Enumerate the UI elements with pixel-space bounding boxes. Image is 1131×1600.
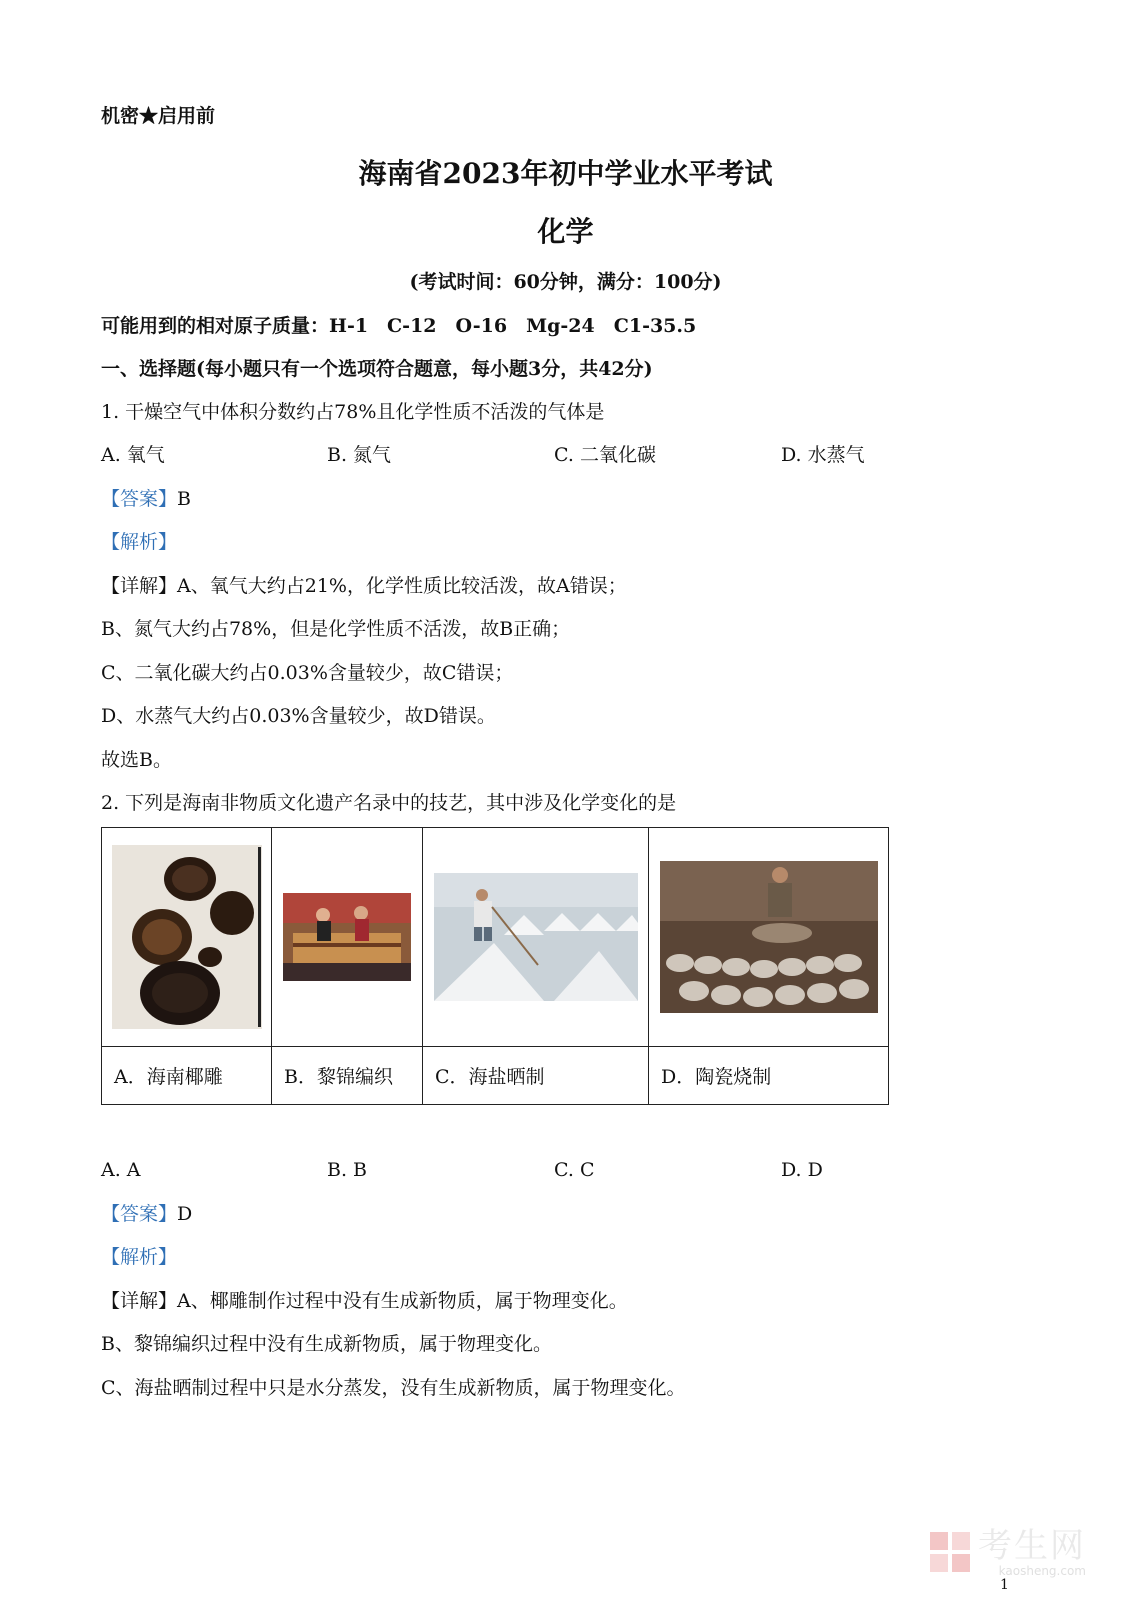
q2-analysis-tag: 【解析】 (101, 1246, 178, 1268)
caption-a: A．海南椰雕 (102, 1047, 272, 1105)
q1-option-b: B. 氮气 (327, 444, 392, 466)
coconut-carving-cell (102, 828, 272, 1047)
detail-text: A、氧气大约占21%，化学性质比较活泼，故A错误； (177, 575, 627, 597)
watermark (978, 1528, 1086, 1578)
caption-b: B．黎锦编织 (272, 1047, 423, 1105)
q1-option-d: D. 水蒸气 (781, 444, 865, 466)
subject-title: 化学 (537, 215, 594, 248)
answer-value: B (177, 488, 191, 510)
watermark-en: kaosheng.com (998, 1564, 1086, 1578)
q2-option-d: D. D (781, 1159, 823, 1181)
watermark-logo-icon (928, 1530, 972, 1574)
detail-tag: 【详解】 (101, 575, 178, 597)
atomic-mass-line: 可能用到的相对原子质量：H-1 C-12 O-16 Mg-24 C1-35.5 (101, 315, 697, 337)
q1-detail-line-4: D、水蒸气大约占0.03%含量较少，故D错误。 (101, 705, 496, 727)
q1-detail-line-2: B、氮气大约占78%，但是化学性质不活泼，故B正确； (101, 618, 571, 640)
q2-option-a: A. A (101, 1159, 141, 1181)
q1-detail-line-1 (101, 574, 627, 598)
q2-detail-line-3: C、海盐晒制过程中只是水分蒸发，没有生成新物质，属于物理变化。 (101, 1377, 686, 1399)
q1-option-c: C. 二氧化碳 (554, 444, 656, 466)
q2-option-b: B. B (327, 1159, 368, 1181)
question-1-stem: 1. 干燥空气中体积分数约占78%且化学性质不活泼的气体是 (101, 401, 605, 423)
detail-text: A、椰雕制作过程中没有生成新物质，属于物理变化。 (177, 1290, 628, 1312)
answer-tag: 【答案】 (101, 1203, 178, 1225)
q2-answer (101, 1202, 192, 1226)
answer-value: D (177, 1203, 193, 1225)
q1-detail-line-5: 故选B。 (101, 749, 172, 771)
page-number: 1 (1000, 1577, 1009, 1593)
sea-salt-photo (434, 873, 638, 1001)
section-heading: 一、选择题(每小题只有一个选项符合题意，每小题3分，共42分) (101, 358, 653, 380)
q1-answer (101, 487, 191, 511)
watermark-cn: 考生网 (978, 1526, 1086, 1566)
q1-option-a: A. 氧气 (101, 444, 165, 466)
answer-tag: 【答案】 (101, 488, 178, 510)
detail-tag: 【详解】 (101, 1290, 178, 1312)
caption-c: C．海盐晒制 (423, 1047, 649, 1105)
li-brocade-cell (272, 828, 423, 1047)
coconut-carving-photo (112, 845, 262, 1029)
q2-detail-line-2: B、黎锦编织过程中没有生成新物质，属于物理变化。 (101, 1333, 552, 1355)
exam-info: (考试时间：60分钟，满分：100分) (409, 271, 722, 293)
question-2-stem: 2. 下列是海南非物质文化遗产名录中的技艺，其中涉及化学变化的是 (101, 792, 677, 814)
sea-salt-cell (423, 828, 649, 1047)
q2-detail-line-1 (101, 1289, 628, 1313)
li-brocade-photo (283, 893, 411, 981)
q2-image-table (101, 827, 889, 1105)
q2-option-c: C. C (554, 1159, 595, 1181)
pottery-cell (649, 828, 889, 1047)
pottery-photo (660, 861, 878, 1013)
q1-analysis-tag: 【解析】 (101, 531, 178, 553)
q1-detail-line-3: C、二氧化碳大约占0.03%含量较少，故C错误； (101, 662, 514, 684)
secret-label: 机密★启用前 (101, 105, 216, 127)
caption-d: D．陶瓷烧制 (649, 1047, 889, 1105)
exam-title: 海南省2023年初中学业水平考试 (358, 157, 773, 190)
